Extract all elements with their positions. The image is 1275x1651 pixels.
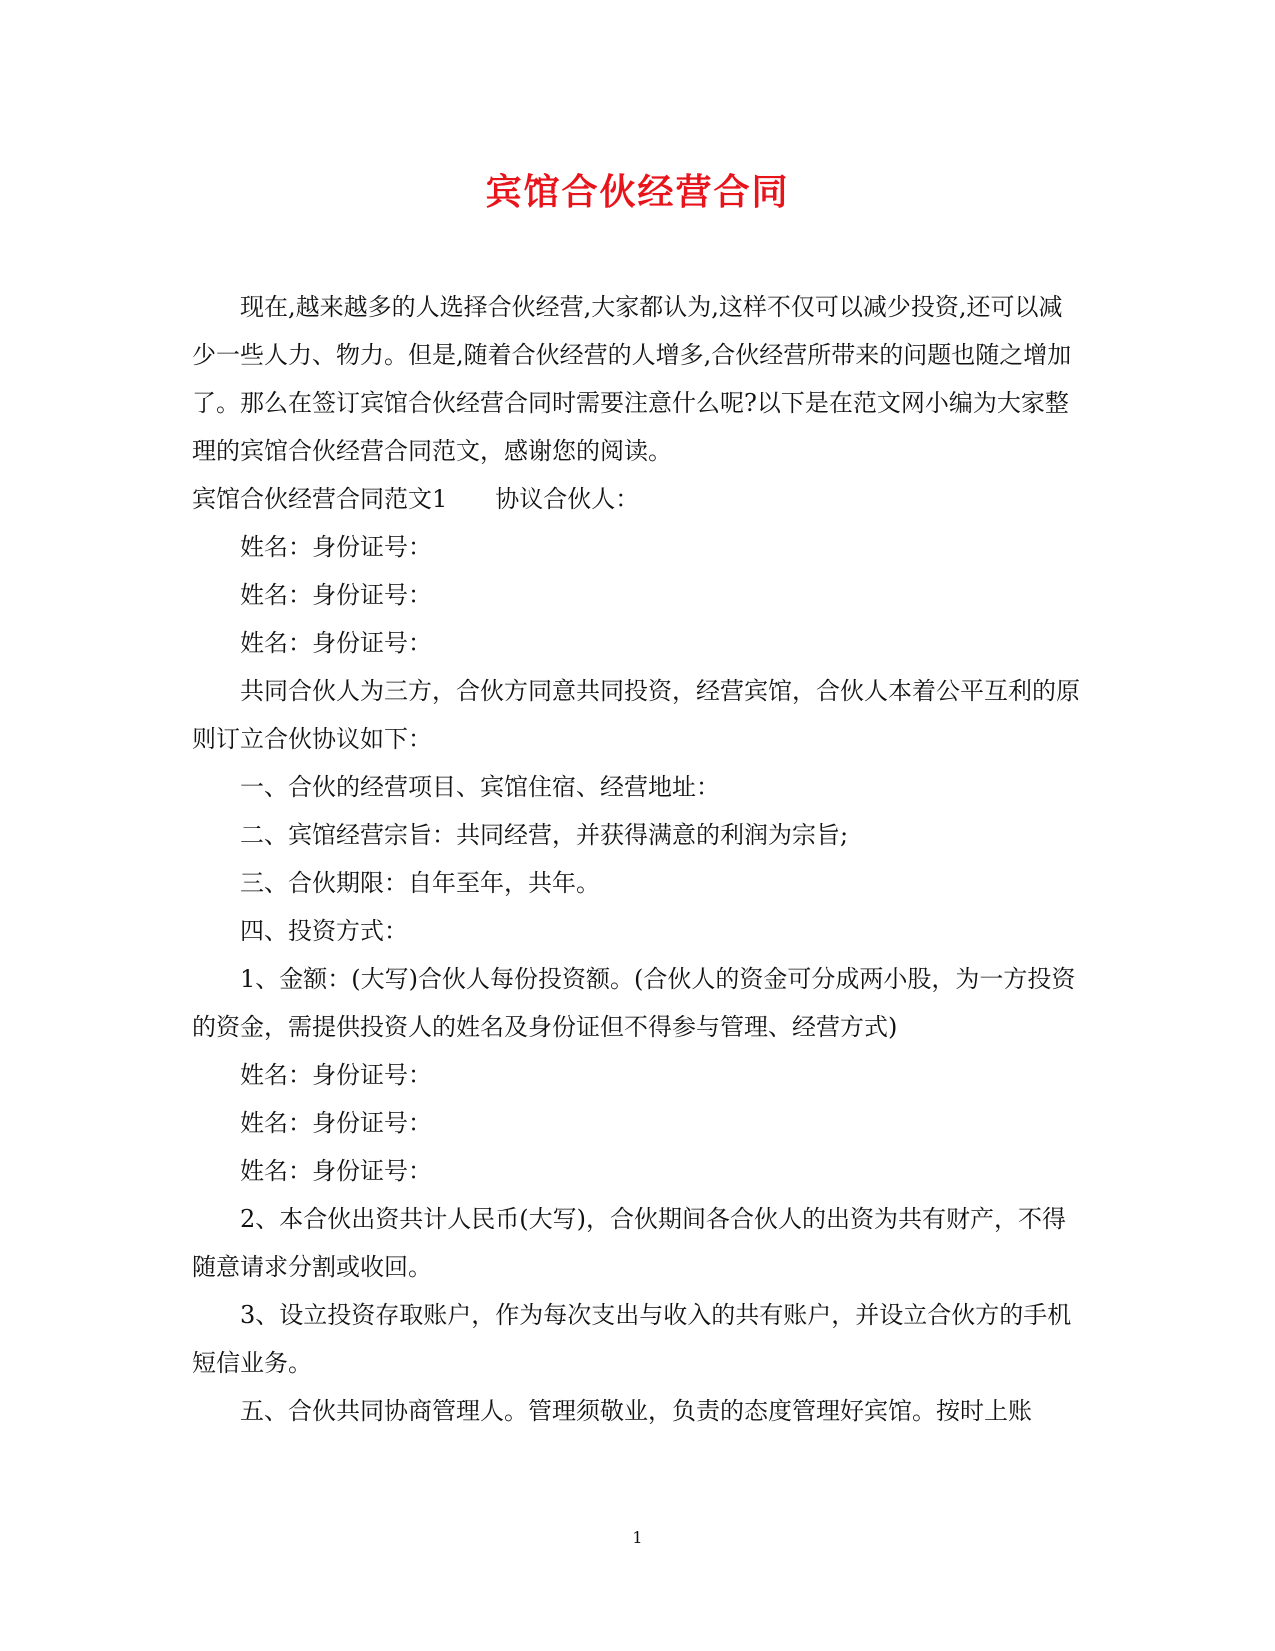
clause-4-item-3: 3、设立投资存取账户，作为每次支出与收入的共有账户，并设立合伙方的手机短信业务。 xyxy=(192,1301,1072,1377)
clause-1: 一、合伙的经营项目、宾馆住宿、经营地址： xyxy=(240,773,720,801)
sample-heading-label: 宾馆合伙经营合同范文1 xyxy=(192,485,448,513)
partners-label: 协议合伙人： xyxy=(495,485,640,513)
partner-line: 姓名：身份证号： xyxy=(240,581,432,609)
partner-line: 姓名：身份证号： xyxy=(240,629,432,657)
partner-line: 姓名：身份证号： xyxy=(240,533,432,561)
clause-4-item-2: 2、本合伙出资共计人民币(大写)，合伙期间各合伙人的出资为共有财产，不得随意请求分割或收回。 xyxy=(192,1205,1066,1281)
document-body xyxy=(192,283,1080,1435)
clause-4-item-1: 1、金额：(大写)合伙人每份投资额。(合伙人的资金可分成两小股，为一方投资的资金，需提供投资人的姓名及身份证但不得参与管理、经营方式) xyxy=(192,965,1076,1041)
document-title: 宾馆合伙经营合同 xyxy=(485,171,790,213)
paragraph-sample-heading xyxy=(192,475,1080,523)
clause-2: 二、宾馆经营宗旨：共同经营，并获得满意的利润为宗旨; xyxy=(240,821,849,849)
clause-4: 四、投资方式： xyxy=(240,917,408,945)
investor-line: 姓名：身份证号： xyxy=(240,1109,432,1137)
page-number: 1 xyxy=(632,1528,643,1547)
investor-line: 姓名：身份证号： xyxy=(240,1061,432,1089)
clause-3: 三、合伙期限：自年至年，共年。 xyxy=(240,869,600,897)
paragraph-intro: 现在,越来越多的人选择合伙经营,大家都认为,这样不仅可以减少投资,还可以减少一些人力、物力。但是,随着合伙经营的人增多,合伙经营所带来的问题也随之增加了。那么在签订宾馆合伙经营合同时需要注意什么呢?以下是在范文网小编为大家整理的宾馆合伙经营合同范文，感谢您的阅读。 xyxy=(192,293,1072,465)
investor-line: 姓名：身份证号： xyxy=(240,1157,432,1185)
paragraph-agreement: 共同合伙人为三方，合伙方同意共同投资，经营宾馆，合伙人本着公平互利的原则订立合伙协议如下： xyxy=(192,677,1080,753)
clause-5: 五、合伙共同协商管理人。管理须敬业，负责的态度管理好宾馆。按时上账 xyxy=(240,1397,1032,1425)
